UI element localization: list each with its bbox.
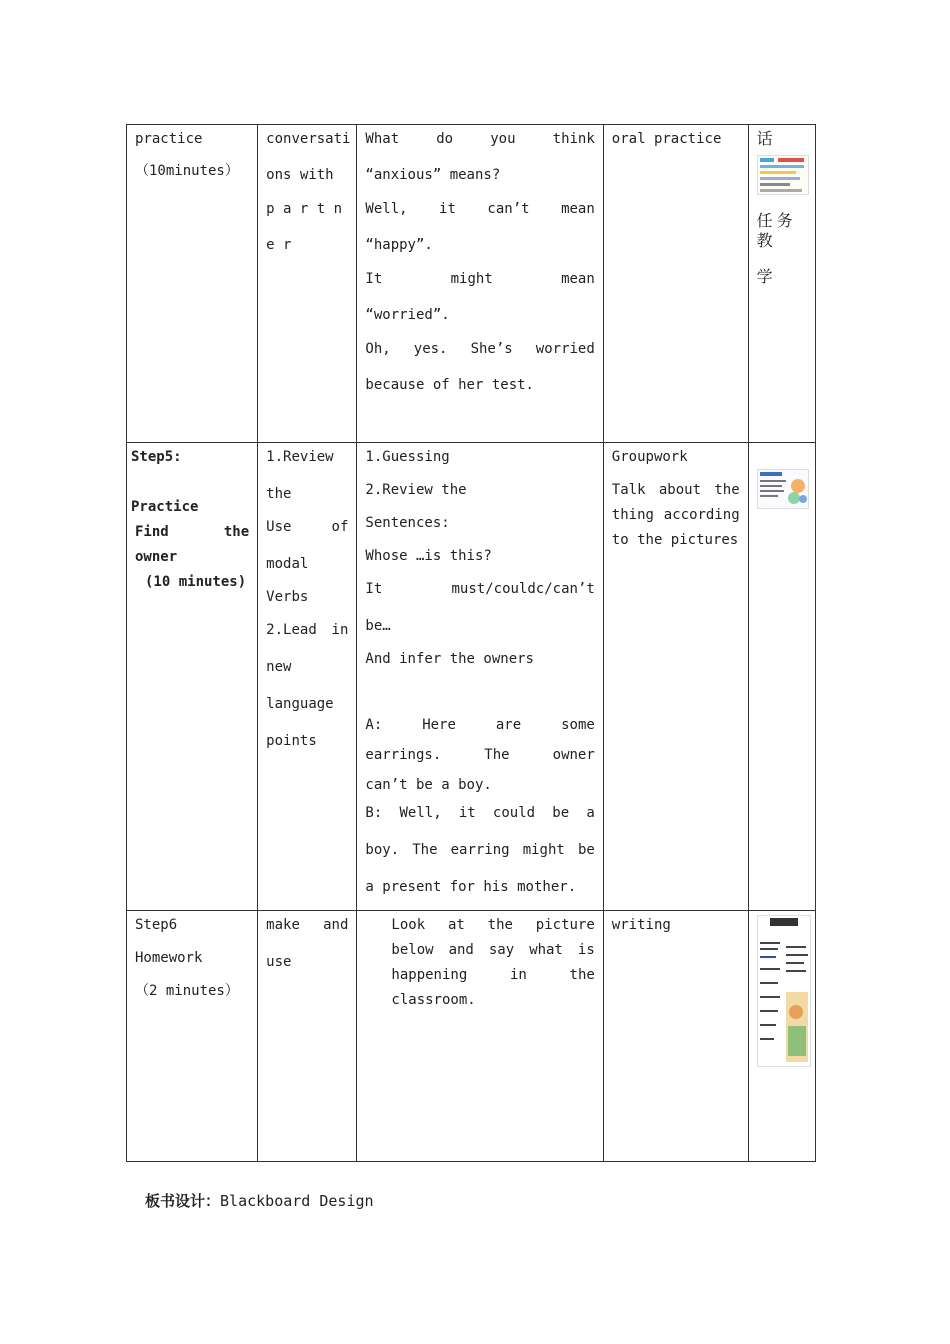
content-text: Well, it can’t mean — [365, 201, 595, 217]
method-cell — [603, 125, 748, 443]
activity-cell — [258, 125, 357, 443]
method-text: thing according — [611, 507, 740, 523]
stage-text: Step6 — [135, 917, 178, 933]
activity-text: language — [266, 696, 334, 712]
activity-cell — [258, 443, 357, 911]
note-cell — [748, 443, 815, 911]
stage-cell — [127, 443, 258, 911]
activity-text: new — [266, 659, 292, 675]
content-text: happening in the — [391, 967, 595, 983]
stage-text: Step5: — [131, 449, 182, 465]
activity-text: use — [266, 954, 292, 970]
slide-thumbnail-homework-icon — [757, 915, 811, 1067]
note-cell — [748, 911, 815, 1162]
stage-text: （10minutes） — [135, 163, 239, 179]
activity-text: 2.Lead in — [266, 622, 349, 638]
footer-label: 板书设计： — [145, 1192, 221, 1210]
content-text: What do you think — [365, 131, 595, 147]
stage-text: Find the — [135, 524, 250, 540]
method-text: writing — [611, 917, 671, 933]
note-text: 话 — [756, 129, 777, 148]
content-text: because of her test. — [365, 377, 534, 393]
activity-text: 1.Review — [266, 449, 334, 465]
table-row — [127, 125, 816, 443]
content-text: earrings. The owner — [365, 747, 595, 763]
content-text: Whose …is this? — [365, 548, 492, 564]
activity-text: ons with — [266, 167, 334, 183]
content-text: 1.Guessing — [365, 449, 450, 465]
activity-text: points — [266, 733, 317, 749]
note-text: 任务教 — [756, 211, 797, 250]
content-text: Sentences: — [365, 515, 450, 531]
table-row — [127, 443, 816, 911]
stage-text: Practice — [131, 499, 199, 515]
activity-text: Use of — [266, 519, 349, 535]
content-text: 2.Review the — [365, 482, 467, 498]
content-cell — [357, 443, 603, 911]
method-text: oral practice — [611, 131, 722, 147]
content-text: B: Well, it could be a — [365, 805, 595, 821]
activity-cell — [258, 911, 357, 1162]
content-text: A: Here are some — [365, 717, 595, 733]
content-text: boy. The earring might be — [365, 842, 595, 858]
activity-text: conversati — [266, 131, 351, 147]
activity-text: e r — [266, 237, 292, 253]
stage-text: (10 minutes) — [145, 574, 247, 590]
content-text: “worried”. — [365, 307, 450, 323]
content-text: “anxious” means? — [365, 167, 501, 183]
table-row — [127, 911, 816, 1162]
slide-thumbnail-dialogue-icon — [757, 155, 809, 195]
content-text: a present for his mother. — [365, 879, 577, 895]
footer-line — [145, 1190, 374, 1211]
content-cell — [357, 125, 603, 443]
content-text: be… — [365, 618, 391, 634]
activity-text: the — [266, 486, 292, 502]
stage-text: Homework — [135, 950, 203, 966]
stage-text: owner — [135, 549, 178, 565]
activity-text: Verbs — [266, 589, 309, 605]
method-cell — [603, 911, 748, 1162]
content-text: “happy”. — [365, 237, 433, 253]
activity-text: make and — [266, 917, 349, 933]
content-cell — [357, 911, 603, 1162]
stage-cell — [127, 911, 258, 1162]
note-cell — [748, 125, 815, 443]
content-text: Look at the picture — [391, 917, 595, 933]
content-text: can’t be a boy. — [365, 777, 492, 793]
method-text: Talk about the — [611, 482, 740, 498]
method-text: to the pictures — [611, 532, 739, 548]
content-text: It must/couldc/can’t — [365, 581, 595, 597]
note-text: 学 — [756, 267, 777, 286]
activity-text: modal — [266, 556, 309, 572]
method-text: Groupwork — [611, 449, 688, 465]
lesson-plan-table — [126, 124, 816, 1162]
activity-text: p a r t n — [266, 201, 343, 217]
method-cell — [603, 443, 748, 911]
content-text: below and say what is — [391, 942, 595, 958]
footer-value: Blackboard Design — [220, 1192, 374, 1210]
stage-cell — [127, 125, 258, 443]
stage-text: （2 minutes） — [135, 983, 239, 999]
slide-thumbnail-lost-and-found-icon — [757, 469, 809, 509]
stage-text: practice — [135, 131, 203, 147]
content-text: And infer the owners — [365, 651, 534, 667]
content-text: It might mean — [365, 271, 595, 287]
content-text: classroom. — [391, 992, 476, 1008]
content-text: Oh, yes. She’s worried — [365, 341, 595, 357]
